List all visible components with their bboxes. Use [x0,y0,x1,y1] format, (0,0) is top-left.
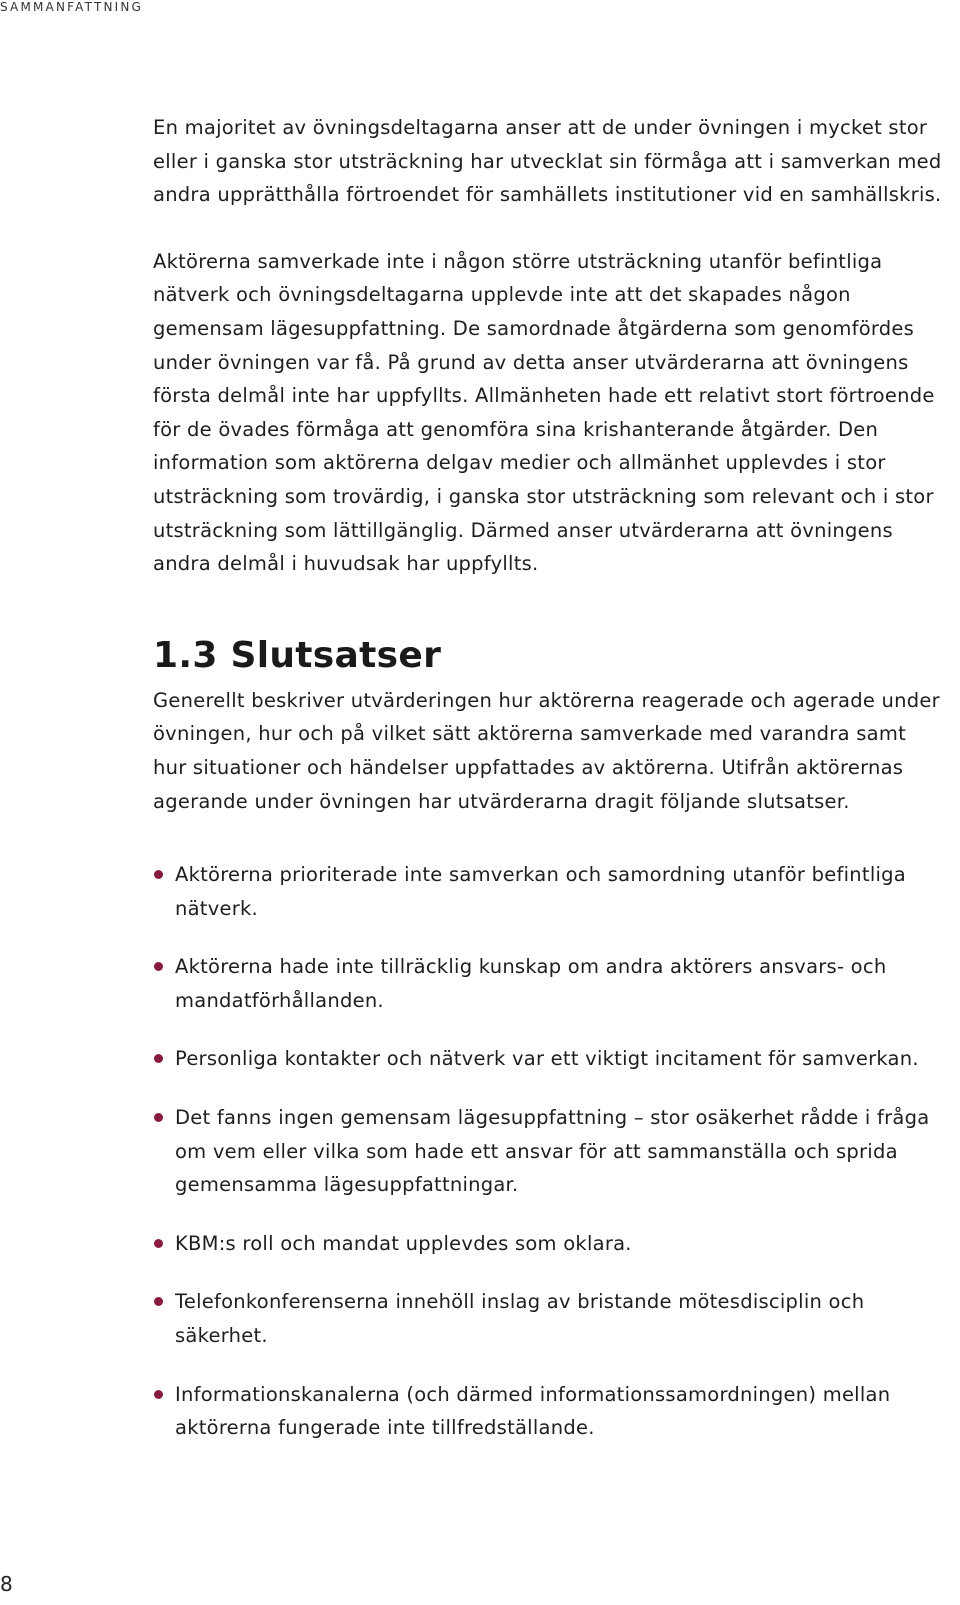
conclusion-item [153,1378,943,1445]
conclusion-item [153,1227,943,1261]
bullet-dot-icon [154,1054,163,1063]
bullet-dot-icon [154,1113,163,1122]
page-number: 8 [0,1572,13,1596]
conclusion-item [153,950,943,1017]
conclusion-text: Aktörerna prioriterade inte samverkan och samordning utanför befintliga nätverk. [175,863,906,920]
conclusion-item [153,1101,943,1202]
main-content [153,111,943,1445]
conclusions-list [153,858,943,1445]
conclusion-item [153,1042,943,1076]
conclusion-text: Telefonkonferenserna innehöll inslag av bristande mötesdisciplin och säkerhet. [175,1290,865,1348]
bullet-dot-icon [154,1390,163,1399]
conclusion-text: Personliga kontakter och nätverk var ett viktigt incitament för samverkan. [175,1047,919,1071]
bullet-dot-icon [154,870,163,879]
conclusion-text: KBM:s roll och mandat upplevdes som oklara. [175,1231,632,1255]
conclusion-text: Det fanns ingen gemensam lägesuppfattning – stor osäkerhet rådde i fråga om vem eller vilka som hade ett ansvar för att sammanställa och sprida gemensamma lägesuppfattningar. [175,1106,930,1197]
conclusion-text: Informationskanalerna (och därmed informationssamordningen) mellan aktörerna fungerade inte tillfredställande. [175,1382,891,1440]
conclusion-item [153,1285,943,1352]
bullet-dot-icon [154,1239,163,1248]
conclusion-text: Aktörerna hade inte tillräcklig kunskap om andra aktörers ansvars- och mandatförhållanden. [175,955,887,1012]
section-intro: Generellt beskriver utvärderingen hur aktörerna reagerade och agerade under övningen, hur och på vilket sätt aktörerna samverkade med varandra samt hur situationer och händelser uppfattades av aktörerna. Utifrån aktörernas agerande under övningen har utvärderarna dragit följande slutsatser. [153,688,940,813]
paragraph-collaboration-assessment: Aktörerna samverkade inte i någon större utsträckning utanför befintliga nätverk och övningsdeltagarna upplevde inte att det skapades någon gemensam lägesuppfattning. De samordnade åtgärderna som genomfördes under övningen var få. På grund av detta anser utvärderarna att övningens första delmål inte har uppfyllts. Allmänheten hade ett relativt stort förtroende för de övades förmåga att genomföra sina krishanterande åtgärder. Den information som aktörerna delgav medier och allmänhet upplevdes i stor utsträckning som trovärdig, i ganska stor utsträckning som relevant och i stor utsträckning som lättillgänglig. Därmed anser utvärderarna att övningens andra delmål i huvudsak har uppfyllts. [153,249,935,576]
bullet-dot-icon [154,962,163,971]
section-heading: 1.3 Slutsatser [153,634,442,676]
running-head: SAMMANFATTNING [0,0,144,14]
bullet-dot-icon [154,1297,163,1306]
conclusion-item [153,858,943,925]
paragraph-training-outcome: En majoritet av övningsdeltagarna anser att de under övningen i mycket stor eller i ganska stor utsträckning har utvecklat sin förmåga att i samverkan med andra upprätthålla förtroendet för samhällets institutioner vid en samhällskris. [153,116,942,207]
